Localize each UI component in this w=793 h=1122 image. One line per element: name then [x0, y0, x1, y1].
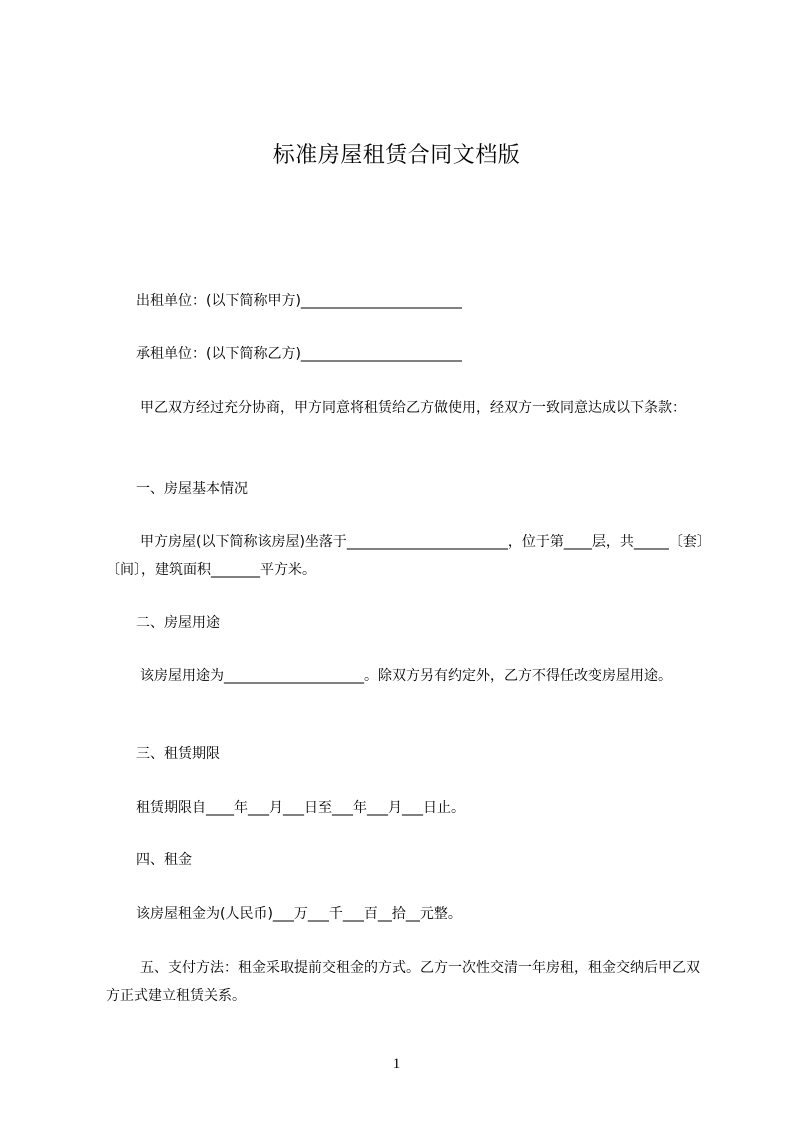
basic-info-paragraph: 甲方房屋(以下简称该房屋)坐落于_______________________，位于第____层，共_____〔套〕〔间〕，建筑面积_______平方米。: [106, 534, 704, 578]
usage-paragraph: 该房屋用途为____________________。除双方另有约定外，乙方不得任改变房屋用途。: [140, 668, 672, 684]
page-number: 1: [392, 1056, 401, 1072]
intro-paragraph: 甲乙双方经过充分协商，甲方同意将租赁给乙方做使用，经双方一致同意达成以下条款：: [140, 400, 686, 416]
rent-paragraph: 该房屋租金为(人民币)___万___千___百__拾__元整。: [136, 906, 462, 922]
payment-paragraph: 五、支付方法：租金采取提前交租金的方式。乙方一次性交清一年房租，租金交纳后甲乙双方正式建立租赁关系。: [106, 960, 700, 1004]
document-title: 标准房屋租赁合同文档版: [272, 143, 521, 168]
term-paragraph: 租赁期限自____年___月___日至___年___月___日止。: [136, 800, 465, 816]
section-heading-term: 三、租赁期限: [136, 746, 220, 762]
lessee-line: 承租单位：(以下简称乙方)_______________________: [136, 346, 462, 362]
section-heading-rent: 四、租金: [136, 852, 192, 868]
section-heading-basic-info: 一、房屋基本情况: [136, 481, 248, 497]
section-heading-usage: 二、房屋用途: [136, 615, 220, 631]
lessor-line: 出租单位：(以下简称甲方)_______________________: [136, 293, 462, 309]
